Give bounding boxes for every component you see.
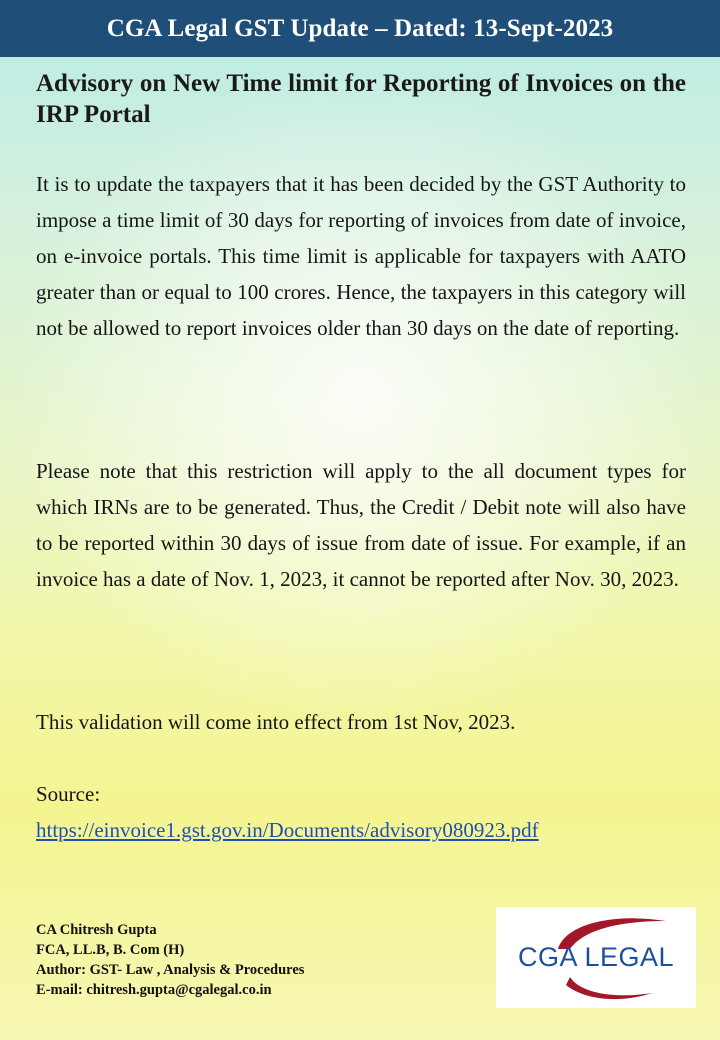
header-title: CGA Legal GST Update – Dated: 13-Sept-2023 bbox=[106, 14, 614, 42]
paragraph-restriction: Please note that this restriction will apply to the all document types for which IRNs are to be generated. Thus, the Credit / Debit note will also have to be reported within 30 days of issue from date of issue. For example, if an invoice has a date of Nov. 1, 2023, it cannot be reported after Nov. 30, 2023. bbox=[36, 459, 686, 591]
author-role: Author: GST- Law , Analysis & Procedures bbox=[36, 962, 305, 978]
author-name: CA Chitresh Gupta bbox=[36, 922, 157, 938]
paragraph-effective-date: This validation will come into effect from 1st Nov, 2023. bbox=[36, 710, 516, 734]
header-banner bbox=[0, 0, 720, 57]
logo-text: CGA LEGAL bbox=[517, 942, 675, 972]
author-qualifications: FCA, LL.B, B. Com (H) bbox=[36, 942, 185, 958]
source-label: Source: bbox=[36, 782, 101, 806]
source-link[interactable]: https://einvoice1.gst.gov.in/Documents/advisory080923.pdf bbox=[36, 818, 539, 842]
paragraph-time-limit: It is to update the taxpayers that it has been decided by the GST Authority to impose a time limit of 30 days for reporting of invoices from date of invoice, on e-invoice portals. This time limit is applicable for taxpayers with AATO greater than or equal to 100 crores. Hence, the taxpayers in this category will not be allowed to report invoices older than 30 days on the date of reporting. bbox=[36, 172, 686, 340]
article-title: Advisory on New Time limit for Reporting of Invoices on the IRP Portal bbox=[36, 70, 686, 128]
cga-legal-logo bbox=[496, 907, 696, 1008]
author-email: E-mail: chitresh.gupta@cgalegal.co.in bbox=[36, 982, 272, 998]
author-block bbox=[36, 920, 304, 1000]
